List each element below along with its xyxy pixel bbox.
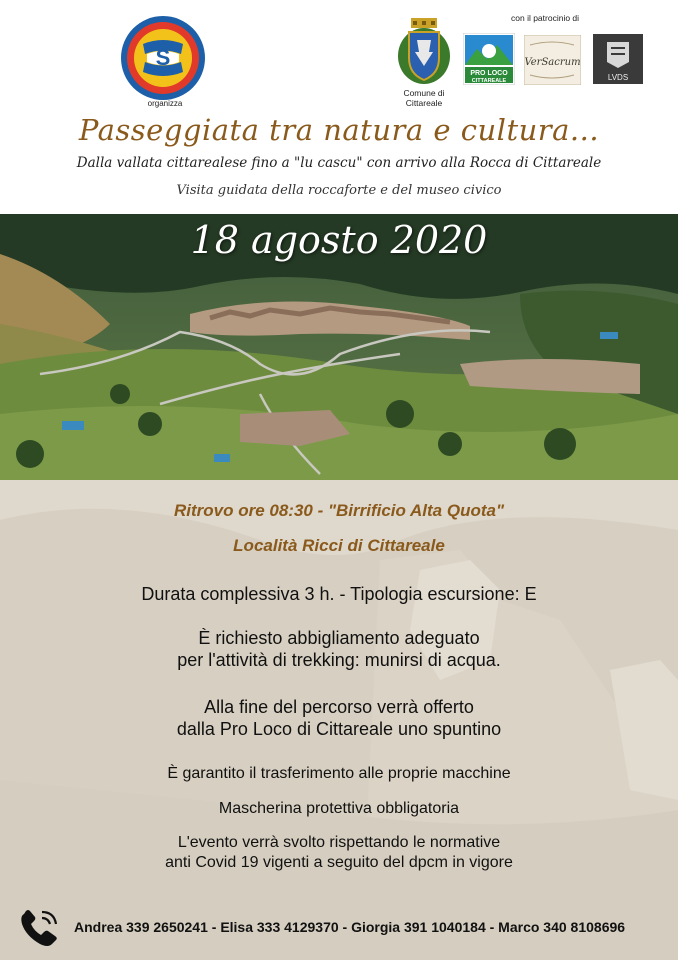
duration-line: Durata complessiva 3 h. - Tipologia escursione: E — [141, 584, 537, 604]
transfer-line: È garantito il trasferimento alle proprie macchine — [167, 765, 511, 782]
meeting-point: Ritrovo ore 08:30 - "Birrificio Alta Quota" — [173, 501, 505, 520]
svg-text:S: S — [155, 45, 171, 70]
snack-line-2: dalla Pro Loco di Cittareale uno spuntino — [176, 719, 502, 739]
event-subtitle-2: Visita guidata della roccaforte e del museo civico — [176, 183, 502, 198]
event-date: 18 agosto 2020 — [190, 218, 488, 262]
contact-phone-numbers: Andrea 339 2650241 - Elisa 333 4129370 - Giorgia 391 1040184 - Marco 340 8108696 — [74, 919, 626, 935]
organizza-label: organizza — [147, 99, 183, 108]
patrocinio-label: con il patrocinio di — [511, 13, 580, 23]
covid-line-1: L'evento verrà svolto rispettando le normative — [177, 834, 501, 851]
mask-line: Mascherina protettiva obbligatoria — [218, 800, 460, 817]
versacrum-logo — [524, 35, 581, 85]
svg-text:VerSacrum: VerSacrum — [524, 57, 581, 68]
clothing-line-1: È richiesto abbigliamento adeguato — [198, 628, 480, 648]
info-panel — [0, 480, 678, 960]
coat-of-arms-icon — [393, 18, 455, 86]
comune-cittareale-logo — [393, 18, 455, 108]
svg-text:CITTAREALE: CITTAREALE — [471, 78, 507, 84]
covid-line-2: anti Covid 19 vigenti a seguito del dpcm in vigore — [165, 854, 513, 871]
phone-icon — [18, 908, 62, 948]
snack-line-1: Alla fine del percorso verrà offerto — [204, 697, 474, 717]
pro-loco-logo — [463, 33, 515, 85]
event-subtitle: Dalla vallata cittarealese fino a "lu cascu" con arrivo alla Rocca di Cittareale — [76, 155, 602, 171]
event-title: Passeggiata tra natura e cultura... — [78, 113, 600, 147]
sci-club-logo — [113, 14, 213, 102]
comune-label: Comune di Cittareale — [403, 88, 445, 108]
poster-header — [0, 0, 678, 214]
svg-text:PRO LOCO: PRO LOCO — [470, 70, 508, 77]
svg-text:LVDS: LVDS — [607, 73, 629, 82]
meeting-location: Località Ricci di Cittareale — [233, 536, 445, 555]
contacts-row — [16, 906, 676, 950]
lvds-logo — [593, 34, 643, 84]
clothing-line-2: per l'attività di trekking: munirsi di acqua. — [177, 650, 501, 670]
